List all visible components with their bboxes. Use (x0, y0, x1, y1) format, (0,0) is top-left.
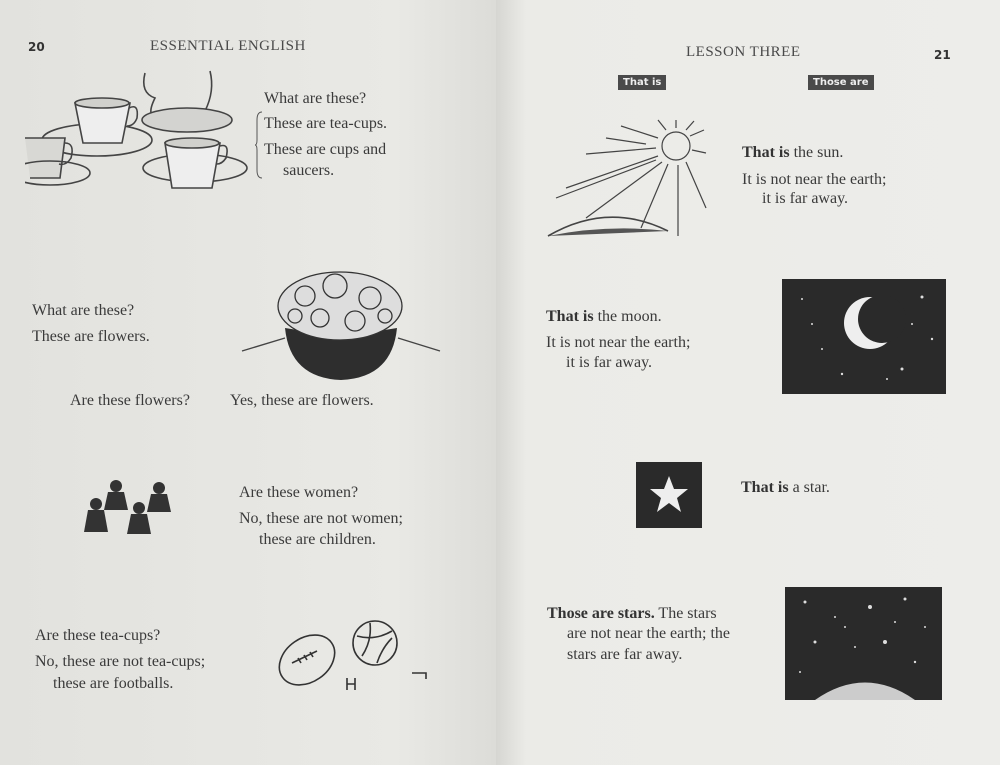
running-head: LESSON THREE (686, 44, 801, 60)
sentence-rest: the sun. (789, 144, 844, 161)
bold-phrase: That is (741, 479, 789, 496)
stars-icon (785, 587, 942, 700)
answer-text: These are cups and (264, 141, 387, 158)
star-picture (636, 462, 702, 528)
moon-icon (782, 279, 946, 394)
stars-picture (785, 587, 942, 700)
bold-phrase: That is (742, 144, 790, 161)
sun-line2: It is not near the earth; (742, 171, 887, 188)
moon-line2: It is not near the earth; (546, 334, 691, 351)
answer-text: No, these are not tea-cups; (35, 653, 206, 670)
moon-sentence (546, 309, 662, 325)
bold-phrase: That is (546, 308, 594, 325)
page-number: 21 (934, 48, 951, 62)
sentence-rest: a star. (788, 479, 830, 496)
answer-text: Yes, these are flowers. (230, 392, 374, 409)
stars-line3: stars are far away. (567, 646, 683, 663)
answer-text: these are footballs. (53, 675, 174, 692)
brace-icon (255, 110, 263, 180)
tag-that-is: That is (618, 75, 666, 90)
question-text: Are these tea-cups? (35, 627, 161, 644)
answer-text: these are children. (259, 531, 376, 548)
children-illustration (84, 478, 174, 540)
star-icon (636, 462, 702, 528)
left-page (0, 0, 496, 765)
teacups-illustration (25, 68, 255, 193)
tag-those-are: Those are (808, 75, 874, 90)
moon-line3: it is far away. (566, 354, 653, 371)
running-head: ESSENTIAL ENGLISH (150, 38, 306, 54)
sun-illustration (546, 118, 711, 240)
bold-phrase: Those are stars. (547, 605, 655, 622)
answer-text: These are tea-cups. (264, 115, 388, 132)
right-page (496, 0, 1000, 765)
star-sentence (741, 480, 830, 496)
answer-text: saucers. (283, 162, 335, 179)
moon-picture (782, 279, 946, 394)
question-text: What are these? (264, 90, 367, 107)
stars-line2: are not near the earth; the (567, 625, 731, 642)
sentence-rest: the moon. (593, 308, 662, 325)
question-text: What are these? (32, 302, 135, 319)
answer-text: No, these are not women; (239, 510, 403, 527)
question-text: Are these flowers? (70, 392, 190, 409)
footballs-illustration (272, 618, 437, 703)
stars-sentence (547, 606, 717, 622)
sentence-rest: The stars (654, 605, 717, 622)
answer-text: These are flowers. (32, 328, 150, 345)
sun-line3: it is far away. (762, 190, 849, 207)
page-number: 20 (28, 40, 45, 54)
sun-sentence (742, 145, 843, 161)
question-text: Are these women? (239, 484, 359, 501)
flower-bowl-illustration (240, 266, 442, 384)
